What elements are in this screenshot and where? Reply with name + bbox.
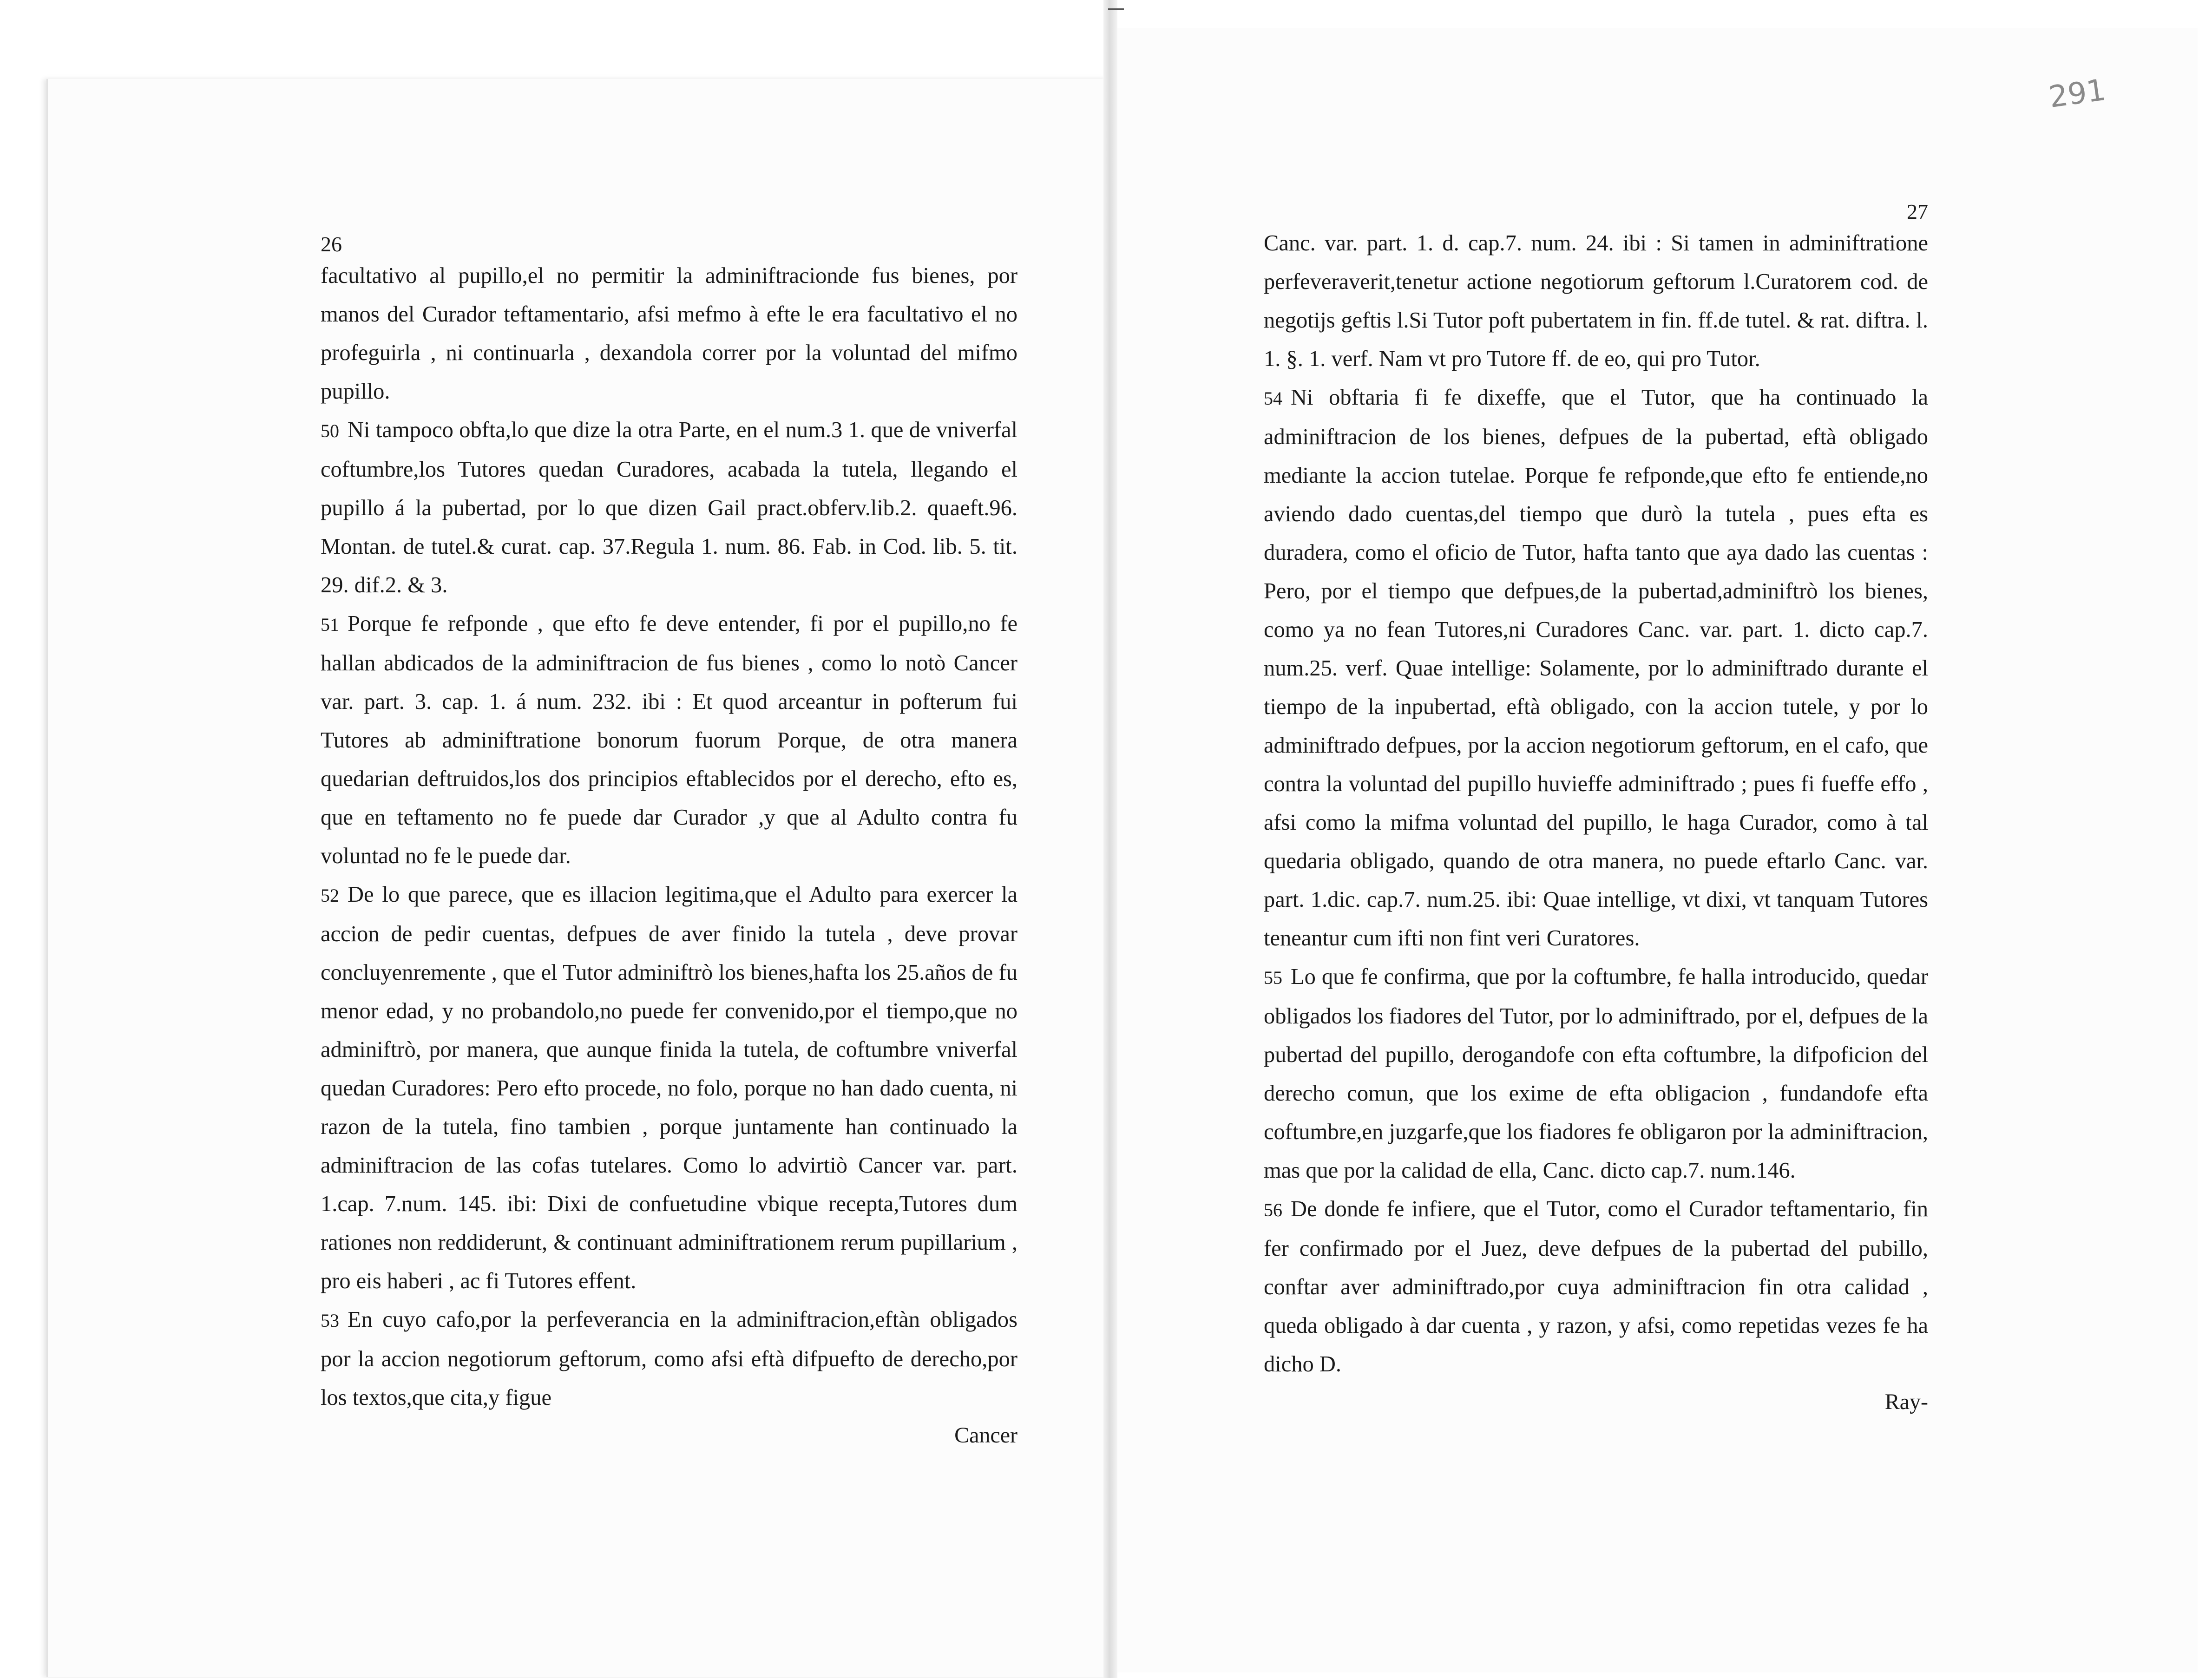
paragraph [1264, 224, 1928, 378]
paragraph [321, 1300, 1017, 1417]
binding-mark [1108, 8, 1124, 10]
paragraph-text: Ni obftaria fi fe dixeffe, que el Tutor, que ha continuado la adminiftracion de los bienes, defpues de la pubertad, eftà obligado mediante la accion tutelae. Porque fe refponde,que efto fe entiende,no aviendo dado cuentas,del tiempo que durò la tutela , pues efta es duradera, como el oficio de Tutor, hafta tanto que aya dado las cuentas : Pero, por el tiempo que defpues,de la pubertad,adminiftrò los bienes, como ya no fean Tutores,ni Curadores Canc. var. part. 1. dicto cap.7. num.25. verf. Quae intellige: Solamente, por lo adminiftrado durante el tiempo de la inpubertad, eftà obligado, con la accion tutele, y por lo adminiftrado defpues, por la accion negotiorum geftorum, en el cafo, que contra la voluntad del pupillo huvieffe adminiftrado ; pues fi fueffe effo , afsi como la mifma voluntad del pupillo, le haga Curador, como à tal quedaria obligado, quando de otra manera, no puede eftarlo Canc. var. part. 1.dic. cap.7. num.25. ibi: Quae intellige, vt dixi, vt tanquam Tutores teneantur cum ifti non fint veri Curatores. [1264, 385, 1928, 950]
paragraph [1264, 1190, 1928, 1383]
paragraph-text: facultativo al pupillo,el no permitir la adminiftracionde fus bienes, por manos del Curador teftamentario, afsi mefmo à efte le era facultativo el no profeguirla , ni continuarla , dexandola correr por la voluntad del mifmo pupillo. [321, 263, 1017, 404]
right-page-number: 27 [1907, 200, 1928, 223]
paragraph-number: 56 [1264, 1200, 1282, 1220]
paragraph-text: De lo que parece, que es illacion legitima,que el Adulto para exercer la accion de pedir cuentas, defpues de aver finido la tutela , deve provar concluyenremente , que el Tutor adminiftrò los bienes,hafta los 25.años de fu menor edad, y no probandolo,no puede fer convenido,por el tiempo,que no adminiftrò, por manera, que aunque finida la tutela, de coftumbre vniverfal quedan Curadores: Pero efto procede, no folo, porque no han dado cuenta, ni razon de la tutela, fino tambien , porque juntamente han continuado la adminiftracion de las cofas tutelares. Como lo advirtiò Cancer var. part. 1.cap. 7.num. 145. ibi: Dixi de confuetudine vbique recepta,Tutores dum rationes non reddiderunt, & continuant adminiftrationem rerum pupillarium , pro eis haberi , ac fi Tutores effent. [321, 882, 1017, 1293]
handwritten-folio-annotation: 291 [2047, 72, 2108, 115]
right-page [1264, 200, 1928, 1421]
paragraph-text: En cuyo cafo,por la perfeverancia en la adminiftracion,eftàn obligados por la accion negotiorum geftorum, como afsi eftà difpuefto de derecho,por los textos,que cita,y figue [321, 1307, 1017, 1410]
paragraph [321, 604, 1017, 875]
paragraph-number: 54 [1264, 388, 1282, 409]
paragraph-number: 50 [321, 420, 339, 441]
paragraph [1264, 378, 1928, 957]
paragraph [321, 875, 1017, 1300]
paragraph [1264, 957, 1928, 1190]
paragraph-number: 55 [1264, 967, 1282, 988]
paragraph-text: Canc. var. part. 1. d. cap.7. num. 24. ibi : Si tamen in adminiftratione perfeveraverit,tenetur actione negotiorum geftorum l.Curatorem cod. de negotijs geftis l.Si Tutor poft pubertatem in fin. ff.de tutel. & rat. diftra. l. 1. §. 1. verf. Nam vt pro Tutore ff. de eo, qui pro Tutor. [1264, 231, 1928, 371]
paragraph [321, 256, 1017, 411]
paragraph-text: Porque fe refponde , que efto fe deve entender, fi por el pupillo,no fe hallan abdicados de la adminiftracion de fus bienes , como lo notò Cancer var. part. 3. cap. 1. á num. 232. ibi : Et quod arceantur in pofterum fui Tutores ab adminiftratione bonorum fuorum Porque, de otra manera quedarian deftruidos,los dos principios eftablecidos por el derecho, efto es, que en teftamento no fe puede dar Curador ,y que al Adulto contra fu voluntad no fe le puede dar. [321, 611, 1017, 868]
paragraph-text: De donde fe infiere, que el Tutor, como el Curador teftamentario, fin fer confirmado por el Juez, deve defpues de la pubertad del pubillo, conftar aver adminiftrado,por cuya adminiftracion fin otra calidad , queda obligado à dar cuenta , y razon, y afsi, como repetidas vezes fe ha dicho D. [1264, 1197, 1928, 1376]
paragraph-text: Lo que fe confirma, que por la coftumbre, fe halla introducido, quedar obligados los fiadores del Tutor, por lo adminiftrado, por el, defpues de la pubertad del pupillo, derogandofe con efta coftumbre, la difpoficion del derecho comun, que los exime de efta obligacion , fundandofe efta coftumbre,en juzgarfe,que los fiadores fe obligaron por la adminiftracion, mas que por la calidad de ella, Canc. dicto cap.7. num.146. [1264, 964, 1928, 1183]
left-page [321, 232, 1017, 1454]
paragraph-number: 53 [321, 1310, 339, 1331]
left-page-number: 26 [321, 232, 342, 256]
catchword: Ray- [1884, 1390, 1928, 1414]
paragraph-number: 52 [321, 885, 339, 906]
paragraph [321, 411, 1017, 604]
catchword: Cancer [954, 1423, 1017, 1448]
book-gutter [1103, 0, 1117, 1678]
paragraph-text: Ni tampoco obfta,lo que dize la otra Parte, en el num.3 1. que de vniverfal coftumbre,los Tutores quedan Curadores, acabada la tutela, llegando el pupillo á la pubertad, por lo que dizen Gail pract.obferv.lib.2. quaeft.96. Montan. de tutel.& curat. cap. 37.Regula 1. num. 86. Fab. in Cod. lib. 5. tit. 29. dif.2. & 3. [321, 418, 1017, 597]
paragraph-number: 51 [321, 614, 339, 635]
